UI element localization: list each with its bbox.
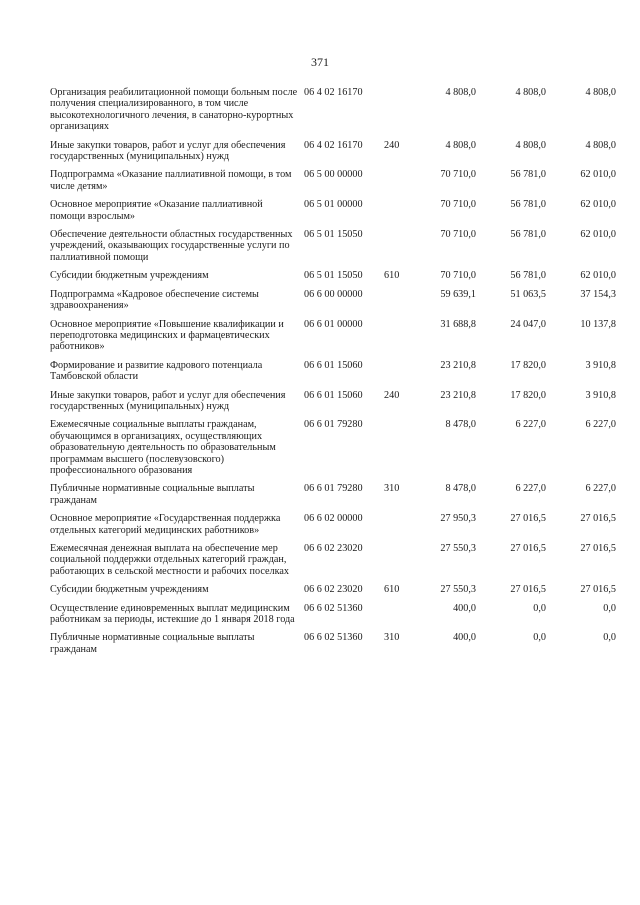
row-type [384, 169, 406, 199]
row-value-2: 6 227,0 [515, 483, 546, 495]
row-code: 06 6 02 23020 [304, 584, 363, 596]
row-value-1: 4 808,0 [445, 139, 476, 151]
table-row [50, 289, 616, 319]
row-value-3: 6 227,0 [585, 483, 616, 495]
row-value-1: 27 950,3 [440, 513, 476, 525]
row-code: 06 5 01 15050 [304, 270, 363, 282]
row-value-3: 0,0 [603, 602, 616, 614]
row-value-1: 27 550,3 [440, 543, 476, 554]
row-value-2: 4 808,0 [515, 139, 546, 151]
row-value-3: 27 016,5 [580, 584, 616, 596]
row-value-1: 70 710,0 [440, 169, 476, 181]
row-value-1: 70 710,0 [440, 199, 476, 211]
row-type [384, 543, 406, 584]
row-value-1: 31 688,8 [440, 318, 476, 330]
row-value-3: 3 910,8 [585, 359, 616, 371]
row-type [384, 229, 406, 270]
row-name: Ежемесячные социальные выплаты гражданам, обучающимся в организациях, осуществляющих образовательную деятельность по образовательным программам высшего (послевузовского) профессионального образования [50, 419, 276, 476]
row-value-3: 6 227,0 [585, 419, 616, 431]
table-row [50, 270, 616, 288]
row-value-3: 0,0 [603, 632, 616, 644]
row-type: 240 [384, 389, 400, 401]
row-name: Публичные нормативные социальные выплаты гражданам [50, 632, 255, 655]
row-type: 310 [384, 632, 400, 644]
row-value-1: 23 210,8 [440, 389, 476, 401]
row-name: Субсидии бюджетным учреждениям [50, 584, 209, 596]
row-value-3: 3 910,8 [585, 389, 616, 401]
row-value-3: 27 016,5 [580, 543, 616, 554]
row-code: 06 6 01 00000 [304, 318, 363, 330]
row-value-2: 56 781,0 [510, 169, 546, 181]
row-code: 06 6 01 79280 [304, 419, 363, 431]
table-row [50, 543, 616, 584]
table-row [50, 87, 616, 140]
row-type: 610 [384, 584, 400, 596]
row-code: 06 5 01 15050 [304, 229, 363, 241]
row-value-3: 4 808,0 [585, 87, 616, 98]
table-row [50, 513, 616, 543]
row-value-1: 400,0 [453, 602, 476, 614]
row-type [384, 603, 406, 633]
row-name: Иные закупки товаров, работ и услуг для обеспечения государственных (муниципальных) нужд [50, 389, 286, 412]
row-value-2: 17 820,0 [510, 389, 546, 401]
row-value-1: 8 478,0 [445, 483, 476, 495]
row-type [384, 289, 406, 319]
row-type: 610 [384, 270, 400, 282]
row-code: 06 6 01 15060 [304, 359, 363, 371]
row-code: 06 5 00 00000 [304, 169, 363, 181]
row-code: 06 6 01 79280 [304, 483, 363, 495]
row-type [384, 319, 406, 360]
row-code: 06 6 02 51360 [304, 602, 363, 614]
row-name: Иные закупки товаров, работ и услуг для обеспечения государственных (муниципальных) нужд [50, 139, 286, 163]
row-name: Ежемесячная денежная выплата на обеспечение мер социальной поддержки отдельных категорий граждан, работающих в сельской местности и рабочих поселках [50, 543, 289, 577]
row-name: Субсидии бюджетным учреждениям [50, 270, 209, 282]
page-number: 371 [311, 55, 329, 69]
row-value-3: 27 016,5 [580, 513, 616, 525]
row-type [384, 513, 406, 543]
row-value-1: 8 478,0 [445, 419, 476, 431]
row-value-2: 4 808,0 [515, 87, 546, 98]
row-value-1: 4 808,0 [445, 87, 476, 98]
row-value-2: 0,0 [533, 602, 546, 614]
row-name: Обеспечение деятельности областных государственных учреждений, оказывающих государственные услуги по паллиативной помощи [50, 229, 293, 263]
table-row [50, 584, 616, 602]
row-value-2: 24 047,0 [510, 318, 546, 330]
row-value-2: 17 820,0 [510, 359, 546, 371]
row-value-1: 59 639,1 [440, 288, 476, 300]
row-type [384, 199, 406, 229]
row-value-2: 0,0 [533, 632, 546, 644]
row-code: 06 6 00 00000 [304, 288, 363, 300]
row-name: Организация реабилитационной помощи больным после получения специализированного, в том числе высокотехнологичного лечения, в санаторно-курортных организациях [50, 87, 298, 133]
row-name: Основное мероприятие «Государственная поддержка отдельных категорий медицинских работников» [50, 513, 281, 536]
table-row [50, 632, 616, 662]
row-value-2: 27 016,5 [510, 513, 546, 525]
row-type [384, 87, 406, 140]
row-code: 06 6 02 51360 [304, 632, 363, 644]
row-name: Основное мероприятие «Повышение квалификации и переподготовка медицинских и фармацевтических работников» [50, 318, 284, 353]
table-row [50, 419, 616, 483]
row-type [384, 360, 406, 390]
table-row [50, 140, 616, 170]
row-value-2: 27 016,5 [510, 543, 546, 554]
row-code: 06 6 01 15060 [304, 389, 363, 401]
row-value-1: 400,0 [453, 632, 476, 644]
row-value-3: 62 010,0 [580, 229, 616, 241]
row-code: 06 6 02 23020 [304, 543, 363, 554]
row-name: Подпрограмма «Оказание паллиативной помощи, в том числе детям» [50, 169, 292, 192]
row-value-2: 56 781,0 [510, 229, 546, 241]
row-name: Формирование и развитие кадрового потенциала Тамбовской области [50, 359, 263, 383]
row-value-3: 62 010,0 [580, 199, 616, 211]
row-code: 06 4 02 16170 [304, 139, 363, 151]
row-name: Подпрограмма «Кадровое обеспечение системы здравоохранения» [50, 288, 259, 312]
budget-table [50, 87, 616, 662]
row-value-3: 62 010,0 [580, 270, 616, 282]
row-code: 06 5 01 00000 [304, 199, 363, 211]
table-row [50, 199, 616, 229]
row-value-2: 56 781,0 [510, 270, 546, 282]
row-code: 06 6 02 00000 [304, 513, 363, 525]
row-name: Основное мероприятие «Оказание паллиативной помощи взрослым» [50, 199, 263, 222]
row-value-3: 10 137,8 [580, 318, 616, 330]
row-value-3: 62 010,0 [580, 169, 616, 181]
table-row [50, 360, 616, 390]
table-row [50, 483, 616, 513]
row-value-1: 27 550,3 [440, 584, 476, 596]
row-type: 310 [384, 483, 400, 495]
row-value-2: 27 016,5 [510, 584, 546, 596]
row-value-3: 37 154,3 [580, 288, 616, 300]
table-row [50, 169, 616, 199]
row-name: Публичные нормативные социальные выплаты гражданам [50, 483, 255, 506]
table-row [50, 390, 616, 420]
table-row [50, 603, 616, 633]
row-value-1: 23 210,8 [440, 359, 476, 371]
row-type [384, 419, 406, 483]
row-value-3: 4 808,0 [585, 139, 616, 151]
row-value-1: 70 710,0 [440, 270, 476, 282]
table-row [50, 229, 616, 270]
row-name: Осуществление единовременных выплат медицинским работникам за периоды, истекшие до 1 января 2018 года [50, 602, 295, 626]
table-row [50, 319, 616, 360]
row-code: 06 4 02 16170 [304, 87, 363, 98]
row-value-1: 70 710,0 [440, 229, 476, 241]
row-value-2: 6 227,0 [515, 419, 546, 431]
row-value-2: 51 063,5 [510, 288, 546, 300]
row-value-2: 56 781,0 [510, 199, 546, 211]
row-type: 240 [384, 139, 400, 151]
